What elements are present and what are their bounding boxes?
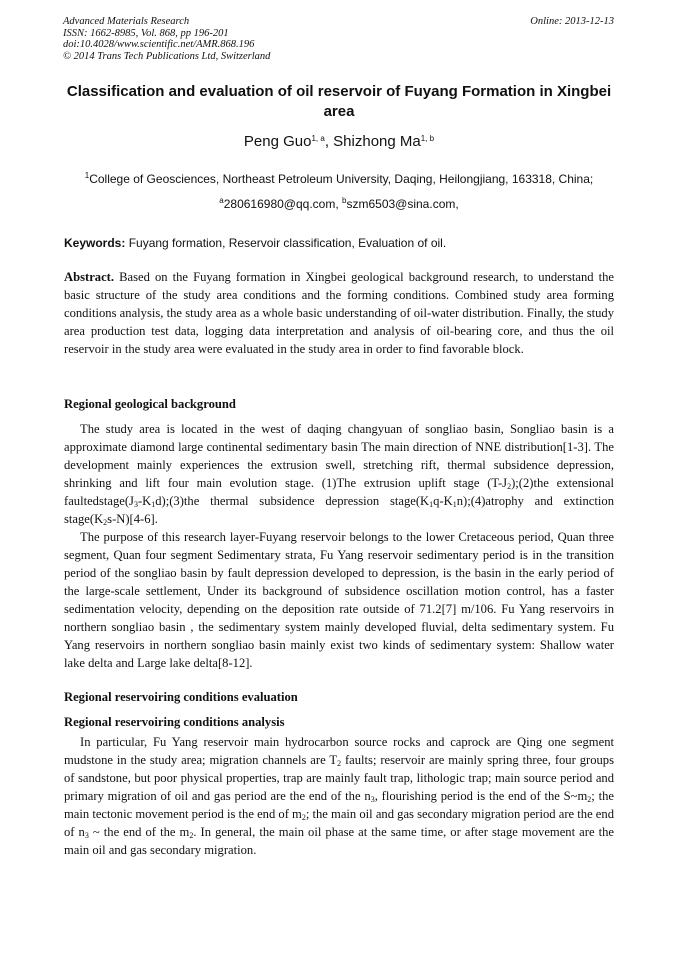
email-separator: , bbox=[335, 197, 343, 211]
affiliation-sup: 1 bbox=[84, 171, 90, 180]
text-run: ; the main oil and gas secondary migration period are the end of n bbox=[64, 807, 614, 839]
subsection-heading-analysis: Regional reservoiring conditions analysis bbox=[64, 715, 285, 729]
subscript: 3 bbox=[84, 831, 89, 840]
journal-name: Advanced Materials Research bbox=[63, 16, 190, 27]
online-date: Online: 2013-12-13 bbox=[530, 16, 614, 27]
geology-paragraph-2: The purpose of this research layer-Fuyang reservoir belongs to the lower Cretaceous period, Quan three segment, Quan four segment Sedimentary strata, Fu Yang reservoir sedimentary period is in the transition period of the songliao basin by fault depression developed to depression, is the basin in the early period of the large-scale settlement, Under its background of subsidence oscillation motion control, has a faster sedimentation velocity, depending on the deposition rate outside of 71.2[7] m/106. Fu Yang reservoirs in northern songliao basin , the sedimentary system mainly developed fluvial, delta sedimentary system. Fu Yang reservoirs in northern songliao basin mainly exist two kinds of sedimentary system: Shallow water lake delta and Large lake delta[8-12]. bbox=[64, 530, 614, 670]
paper-title: Classification and evaluation of oil reservoir of Fuyang Formation in Xingbei area bbox=[66, 83, 612, 120]
text-run: , flourishing period is the end of the S~m bbox=[374, 789, 588, 803]
subscript: 2 bbox=[301, 813, 306, 822]
subscript: 1 bbox=[452, 500, 457, 509]
subscript: 2 bbox=[103, 518, 108, 527]
subscript: 2 bbox=[587, 795, 592, 804]
text-run: d);(3)the thermal subsidence depression stage(K bbox=[155, 494, 430, 508]
text-run: -K bbox=[137, 494, 152, 508]
text-run: ; the main tectonic movement period is the end of m bbox=[64, 789, 614, 821]
subscript: 3 bbox=[133, 500, 138, 509]
author-1-sup: 1, a bbox=[311, 134, 325, 143]
text-run: faults; reservoir are mainly spring three, four groups of sandstone, but poor physical properties, trap are mainly fault trap, lithologic trap; main source period and primary migration of oil and gas period are the end of the n bbox=[64, 753, 614, 803]
affiliation-text: College of Geosciences, Northeast Petroleum University, Daqing, Heilongjiang, 163318, China; bbox=[89, 172, 594, 186]
author-2-sup: 1, b bbox=[420, 134, 435, 143]
subscript: 2 bbox=[189, 831, 194, 840]
subscript: 2 bbox=[337, 759, 342, 768]
author-1: Peng Guo bbox=[243, 133, 312, 150]
text-run: . In general, the main oil phase at the same time, or after stage movement are the main oil and gas secondary migration. bbox=[64, 825, 614, 857]
section-heading-geology: Regional geological background bbox=[64, 397, 236, 411]
email-a[interactable]: 280616980@qq.com bbox=[223, 197, 336, 211]
text-run: The study area is located in the west of daqing changyuan of songliao basin, Songliao basin is a approximate diamond large continental sedimentary basin The main direction of NNE distribution[1-3]. The development mainly experiences the extrusion swell, stretching rift, thermal subsidence depression, shrinking and lift four main evolution stage. (1)The extrusion uplift stage (T-J bbox=[64, 422, 614, 490]
email-line bbox=[0, 197, 678, 211]
author-2: Shizhong Ma bbox=[333, 133, 421, 150]
text-run: s-N)[4-6]. bbox=[107, 512, 158, 526]
abstract-label: Abstract. bbox=[64, 270, 115, 284]
subscript: 1 bbox=[429, 500, 434, 509]
keywords-text: Fuyang formation, Reservoir classification, Evaluation of oil. bbox=[125, 236, 447, 250]
subscript: 1 bbox=[151, 500, 156, 509]
text-run: q-K bbox=[433, 494, 453, 508]
doi-line: doi:10.4028/www.scientific.net/AMR.868.196 bbox=[63, 39, 255, 51]
geology-paragraph-1 bbox=[64, 420, 614, 528]
section-heading-reservoiring: Regional reservoiring conditions evaluation bbox=[64, 690, 298, 704]
affiliation bbox=[0, 172, 678, 186]
abstract bbox=[64, 268, 614, 358]
journal-header bbox=[63, 16, 270, 62]
issn-line: ISSN: 1662-8985, Vol. 868, pp 196-201 bbox=[63, 27, 229, 39]
email-b-sup: b bbox=[342, 196, 347, 205]
text-run: ~ the end of the m bbox=[88, 825, 190, 839]
author-line bbox=[0, 133, 678, 150]
copyright-line: © 2014 Trans Tech Publications Ltd, Switzerland bbox=[63, 50, 271, 62]
text-run: In particular, Fu Yang reservoir main hydrocarbon source rocks and caprock are Qing one segment mudstone in the study area; migration channels are T bbox=[64, 735, 614, 767]
reservoiring-paragraph-1 bbox=[64, 733, 614, 859]
text-run: n);(4)atrophy and extinction stage(K bbox=[64, 494, 614, 526]
subscript: 2 bbox=[507, 482, 512, 491]
text-run: );(2)the extensional faultedstage(J bbox=[64, 476, 614, 508]
abstract-text: Based on the Fuyang formation in Xingbei geological background research, to understand the basic structure of the study area conditions and the forming conditions. Combined study area forming conditions analysis, the study area as a whole basic understanding of oil-water distribution. Finally, the study area production test data, logging data interpretation and analysis of oil-bearing core, and thus the oil reservoir in the study area were evaluated in the study area in order to find favorable block. bbox=[64, 270, 614, 356]
subscript: 3 bbox=[370, 795, 375, 804]
keywords-label: Keywords: bbox=[64, 236, 126, 250]
email-b[interactable]: szm6503@sina.com, bbox=[346, 197, 459, 211]
email-a-sup: a bbox=[219, 196, 224, 205]
author-separator: , bbox=[324, 133, 334, 150]
keywords bbox=[64, 236, 446, 250]
